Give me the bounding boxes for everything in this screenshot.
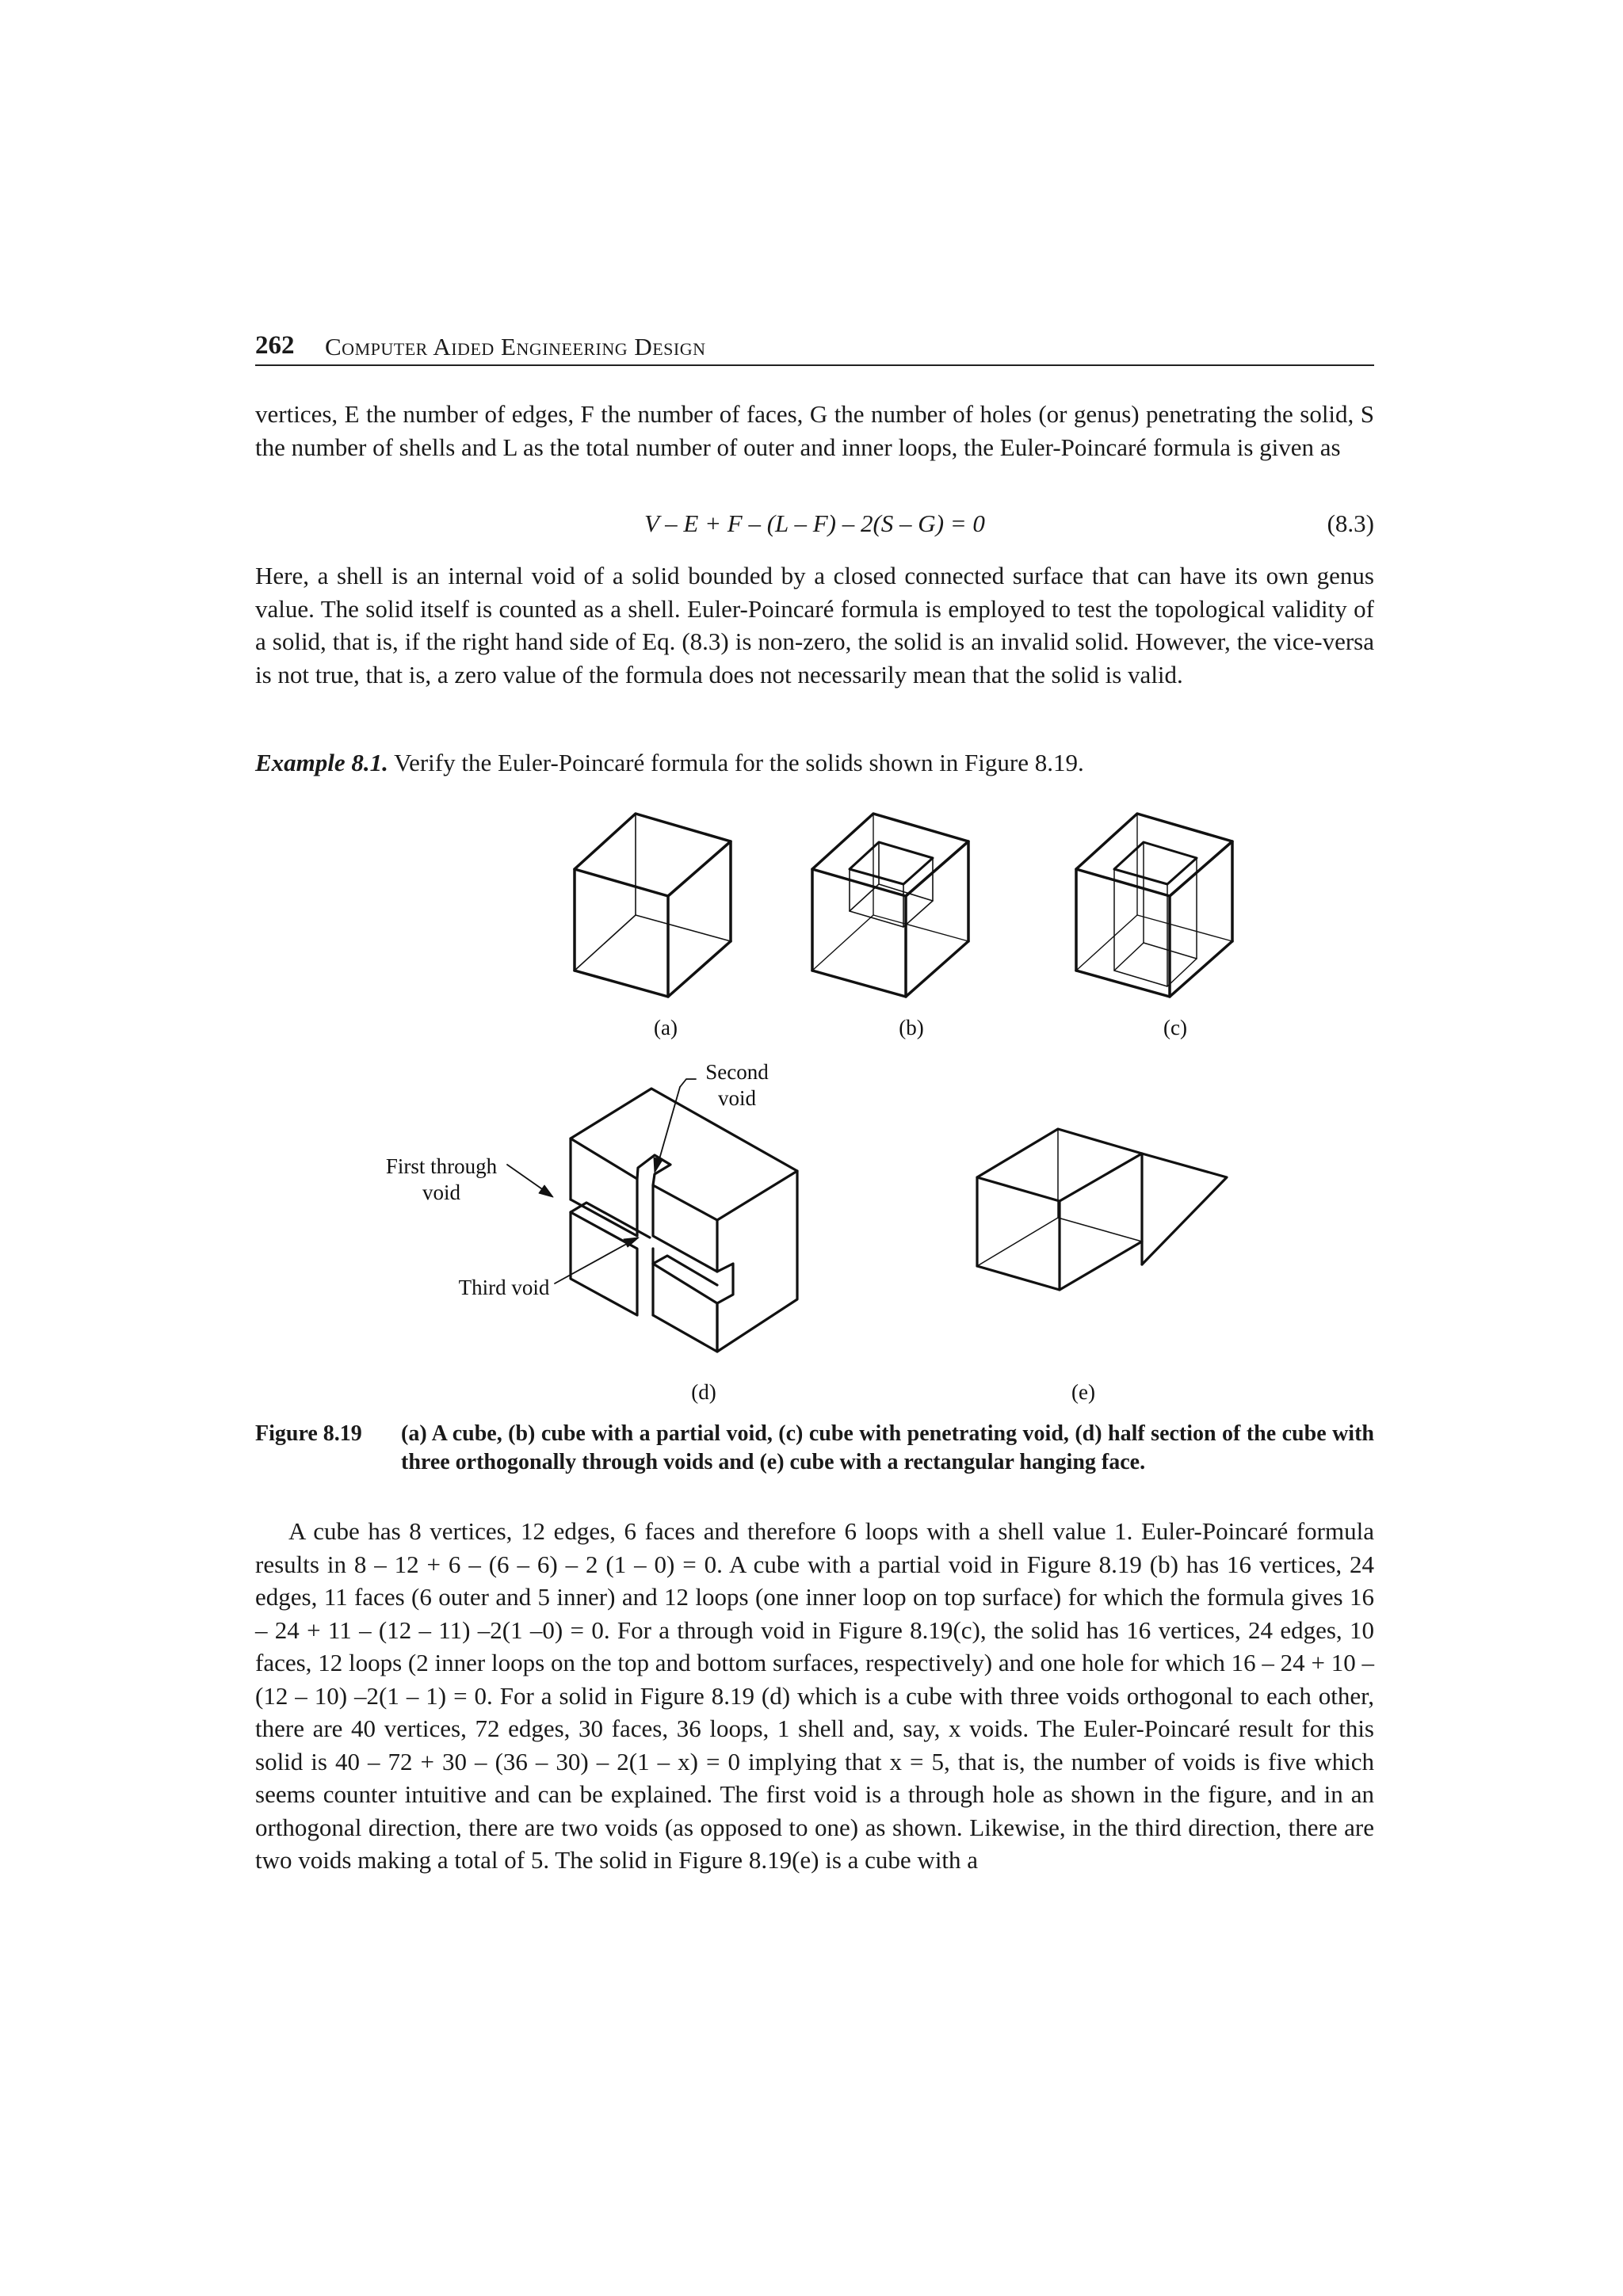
figure-e-cube-hanging-face <box>977 1129 1227 1290</box>
label-b: (b) <box>899 1016 924 1039</box>
label-c: (c) <box>1163 1016 1187 1039</box>
caption-label: Figure 8.19 <box>255 1421 362 1446</box>
annotation-second-void-line2: void <box>717 1086 757 1110</box>
annotation-second-void-line1: Second <box>705 1060 769 1084</box>
paragraph-intro: vertices, E the number of edges, F the number of faces, G the number of holes (or genus) penetrating the solid, S the number of shells and L as the total number of outer and inner loops, the Euler-Poincaré formula is given as <box>255 400 1374 461</box>
page-number: 262 <box>255 331 295 360</box>
running-title: Computer Aided Engineering Design <box>325 333 706 360</box>
equation-text: V – E + F – (L – F) – 2(S – G) = 0 <box>644 509 985 537</box>
figure-b-cube-partial-void <box>812 814 968 997</box>
annotation-first-void-line1: First through <box>385 1154 498 1178</box>
paragraph-shell-definition: Here, a shell is an internal void of a solid bounded by a closed connected surface that can have its own genus value. The solid itself is counted as a shell. Euler-Poincaré formula is employed to test the topological validity of a solid, that is, if the right hand side of Eq. (8.3) is non-zero, the solid is an invalid solid. However, the vice-versa is not true, that is, a zero value of the formula does not necessarily mean that the solid is valid. <box>255 562 1374 688</box>
figure-d-half-section <box>507 1079 797 1352</box>
figure-c-cube-through-void <box>1076 814 1232 997</box>
equation-number: (8.3) <box>1327 509 1374 537</box>
label-d: (d) <box>691 1380 716 1404</box>
label-e: (e) <box>1071 1380 1095 1404</box>
caption-text: (a) A cube, (b) cube with a partial void, (c) cube with penetrating void, (d) half section of the cube with three orthogonally through voids and (e) cube with a rectangular hanging face. <box>401 1421 1374 1474</box>
example-label: Example 8.1. <box>255 749 388 776</box>
label-a: (a) <box>654 1016 678 1039</box>
example-text: Verify the Euler-Poincaré formula for the solids shown in Figure 8.19. <box>388 749 1084 776</box>
annotation-third-void: Third void <box>458 1276 550 1299</box>
annotation-first-void-line2: void <box>422 1180 461 1204</box>
paragraph-examples: A cube has 8 vertices, 12 edges, 6 faces and therefore 6 loops with a shell value 1. Euler-Poincaré formula results in 8 – 12 + 6 – (6 – 6) – 2 (1 – 0) = 0. A cube with a partial void in Figure 8.19 (b) has 16 vertices, 24 edges, 11 faces (6 outer and 5 inner) and 12 loops (one inner loop on top surface) for which the formula gives 16 – 24 + 11 – (12 – 11) –2(1 –0) = 0. For a through void in Figure 8.19(c), the solid has 16 vertices, 24 edges, 10 faces, 12 loops (2 inner loops on the top and bottom surfaces, respectively) and one hole for which 16 – 24 + 10 – (12 – 10) –2(1 – 1) = 0. For a solid in Figure 8.19 (d) which is a cube with three voids orthogonal to each other, there are 40 vertices, 72 edges, 30 faces, 36 loops, 1 shell and, say, x voids. The Euler-Poincaré result for this solid is 40 – 72 + 30 – (36 – 30) – 2(1 – x) = 0 implying that x = 5, that is, the number of voids is five which seems counter intuitive and can be explained. The first void is a through hole as shown in the figure, and in an orthogonal direction, there are two voids (as opposed to one) as shown. Likewise, in the third direction, there are two voids making a total of 5. The solid in Figure 8.19(e) is a cube with a <box>255 1517 1374 1874</box>
figure-a-cube <box>575 814 731 997</box>
